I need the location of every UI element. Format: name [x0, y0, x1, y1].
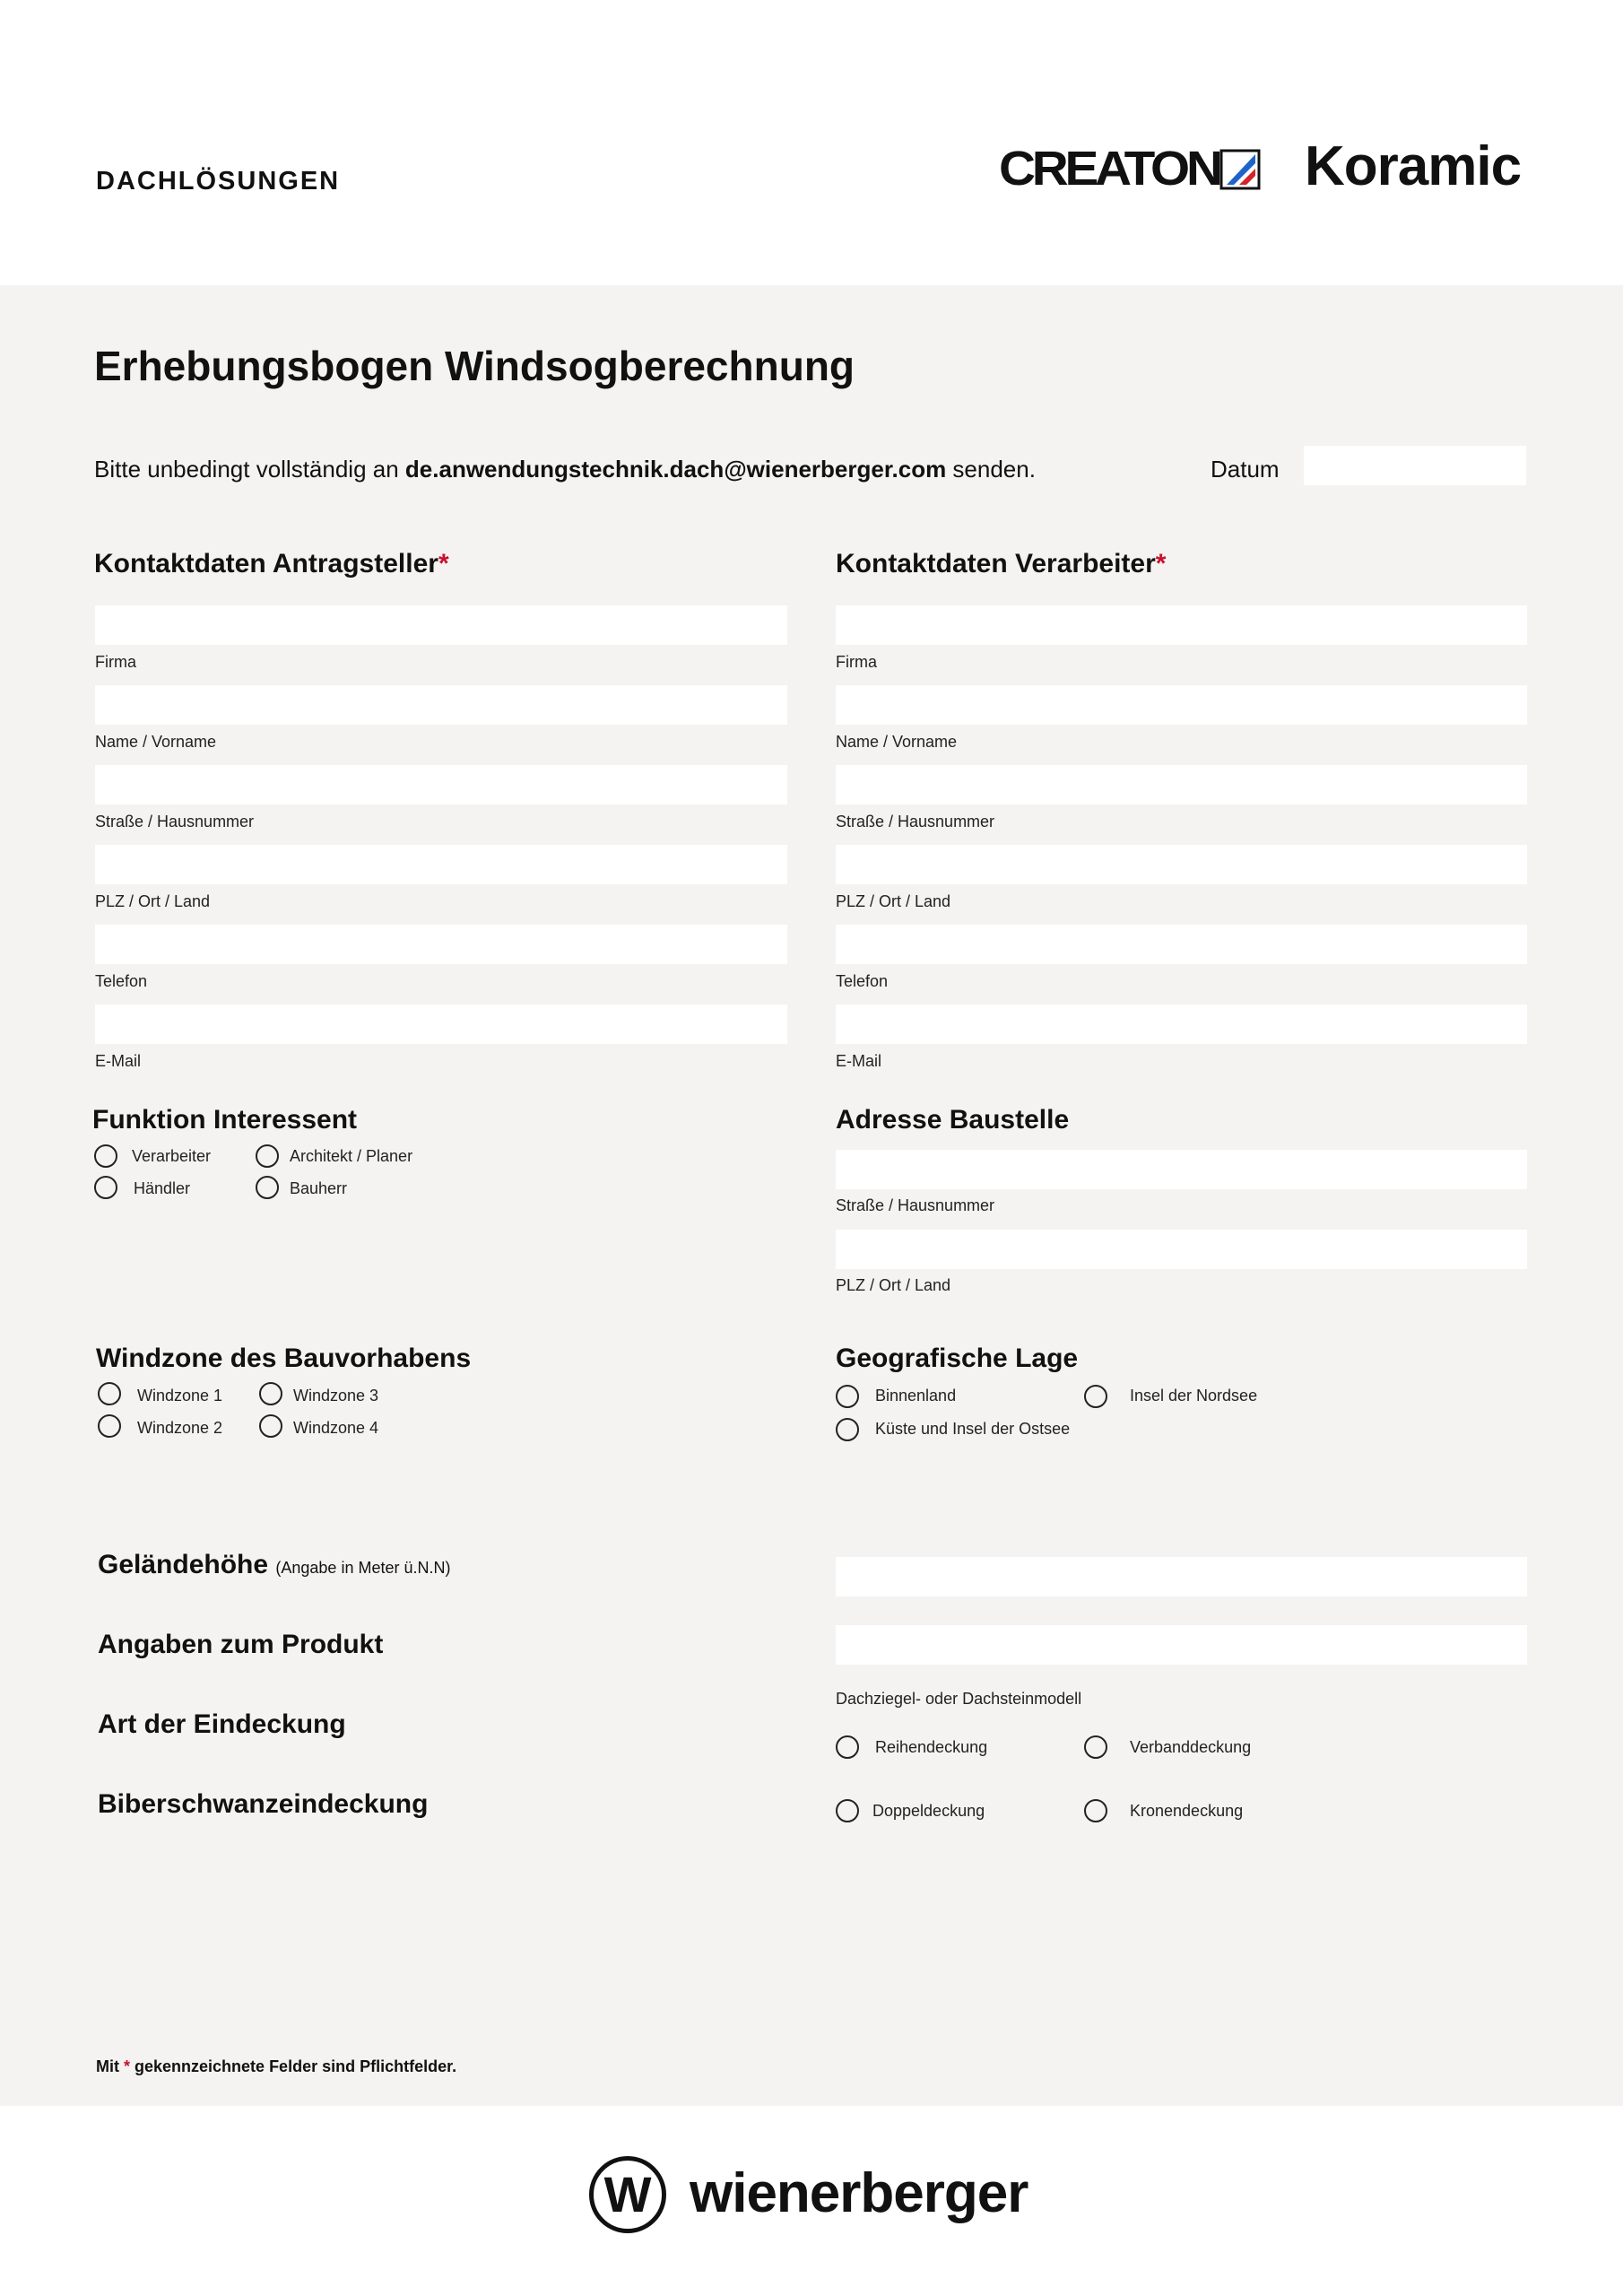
- processor-street-field[interactable]: [836, 765, 1527, 804]
- geo-heading: Geografische Lage: [836, 1344, 1079, 1373]
- applicant-city-label: PLZ / Ort / Land: [95, 892, 211, 910]
- radio-binnenland[interactable]: [836, 1385, 859, 1408]
- footnote-prefix: Mit: [96, 2057, 124, 2075]
- required-mark: *: [1155, 549, 1167, 578]
- creaton-flag-icon: [1219, 149, 1261, 190]
- applicant-email-field[interactable]: [95, 1004, 787, 1044]
- date-label: Datum: [1211, 456, 1280, 483]
- radio-windzone-3-label: Windzone 3: [293, 1387, 379, 1405]
- processor-city-label: PLZ / Ort / Land: [836, 892, 951, 910]
- product-field[interactable]: [836, 1625, 1527, 1665]
- radio-ostsee-label: Küste und Insel der Ostsee: [875, 1420, 1071, 1438]
- radio-verarbeiter[interactable]: [94, 1144, 117, 1168]
- site-city-field[interactable]: [836, 1230, 1527, 1269]
- processor-city-field[interactable]: [836, 845, 1527, 884]
- applicant-city-field[interactable]: [95, 845, 787, 884]
- radio-kronendeckung-label: Kronendeckung: [1130, 1802, 1244, 1820]
- terrain-note: (Angabe in Meter ü.N.N): [275, 1559, 451, 1577]
- radio-doppeldeckung[interactable]: [836, 1799, 859, 1822]
- radio-windzone-3[interactable]: [259, 1382, 282, 1405]
- processor-email-label: E-Mail: [836, 1052, 882, 1070]
- applicant-name-label: Name / Vorname: [95, 733, 217, 751]
- processor-heading-text: Kontaktdaten Verarbeiter: [836, 549, 1156, 578]
- terrain-field[interactable]: [836, 1557, 1527, 1596]
- radio-verbanddeckung[interactable]: [1084, 1735, 1107, 1759]
- applicant-firma-field[interactable]: [95, 605, 787, 645]
- footnote-suffix: gekennzeichnete Felder sind Pflichtfelder.: [130, 2057, 457, 2075]
- site-street-field[interactable]: [836, 1150, 1527, 1189]
- radio-ostsee[interactable]: [836, 1418, 859, 1441]
- date-field[interactable]: [1304, 446, 1526, 485]
- biber-heading: Biberschwanzeindeckung: [98, 1789, 429, 1819]
- page-footer: [0, 2106, 1623, 2296]
- radio-windzone-2-label: Windzone 2: [137, 1419, 223, 1437]
- site-street-label: Straße / Hausnummer: [836, 1196, 995, 1214]
- radio-nordsee-label: Insel der Nordsee: [1130, 1387, 1258, 1405]
- instruction-text: [94, 456, 1036, 483]
- applicant-name-field[interactable]: [95, 685, 787, 725]
- processor-heading: [836, 549, 1166, 579]
- processor-phone-label: Telefon: [836, 972, 889, 990]
- processor-firma-label: Firma: [836, 653, 877, 671]
- processor-name-label: Name / Vorname: [836, 733, 958, 751]
- page-header: [0, 0, 1623, 285]
- radio-bauherr-label: Bauherr: [290, 1179, 348, 1197]
- radio-verarbeiter-label: Verarbeiter: [132, 1147, 212, 1165]
- radio-binnenland-label: Binnenland: [875, 1387, 957, 1405]
- radio-architekt-label: Architekt / Planer: [290, 1147, 413, 1165]
- koramic-logo: Koramic: [1305, 135, 1522, 197]
- page-title: Erhebungsbogen Windsogberechnung: [94, 343, 855, 389]
- processor-email-field[interactable]: [836, 1004, 1527, 1044]
- radio-nordsee[interactable]: [1084, 1385, 1107, 1408]
- windzone-heading: Windzone des Bauvorhabens: [96, 1344, 472, 1373]
- applicant-phone-field[interactable]: [95, 925, 787, 964]
- applicant-street-field[interactable]: [95, 765, 787, 804]
- site-city-label: PLZ / Ort / Land: [836, 1276, 951, 1294]
- radio-kronendeckung[interactable]: [1084, 1799, 1107, 1822]
- applicant-firma-label: Firma: [95, 653, 136, 671]
- radio-haendler-label: Händler: [134, 1179, 191, 1197]
- radio-verbanddeckung-label: Verbanddeckung: [1130, 1738, 1252, 1756]
- applicant-phone-label: Telefon: [95, 972, 148, 990]
- applicant-street-label: Straße / Hausnummer: [95, 813, 255, 831]
- instruction-email[interactable]: de.anwendungstechnik.dach@wienerberger.com: [404, 456, 947, 483]
- required-footnote: [96, 2057, 456, 2076]
- applicant-email-label: E-Mail: [95, 1052, 142, 1070]
- radio-haendler[interactable]: [94, 1176, 117, 1199]
- processor-phone-field[interactable]: [836, 925, 1527, 964]
- footnote-mark: *: [124, 2057, 131, 2075]
- creaton-logo-text: CREATON: [999, 142, 1219, 196]
- creaton-logo: [999, 142, 1219, 196]
- terrain-heading: [98, 1550, 450, 1580]
- radio-bauherr[interactable]: [256, 1176, 279, 1199]
- radio-windzone-2[interactable]: [98, 1414, 121, 1438]
- product-field-label: Dachziegel- oder Dachsteinmodell: [836, 1690, 1082, 1708]
- required-mark: *: [438, 549, 449, 578]
- radio-architekt[interactable]: [256, 1144, 279, 1168]
- function-heading: Funktion Interessent: [92, 1105, 358, 1135]
- instruction-suffix: senden.: [946, 456, 1036, 483]
- processor-firma-field[interactable]: [836, 605, 1527, 645]
- covering-heading: Art der Eindeckung: [98, 1709, 346, 1739]
- site-address-heading: Adresse Baustelle: [836, 1105, 1070, 1135]
- wienerberger-wordmark: wienerberger: [690, 2162, 1028, 2224]
- wienerberger-w-icon: [589, 2156, 666, 2233]
- radio-windzone-1-label: Windzone 1: [137, 1387, 223, 1405]
- radio-doppeldeckung-label: Doppeldeckung: [872, 1802, 985, 1820]
- radio-windzone-4-label: Windzone 4: [293, 1419, 379, 1437]
- radio-reihendeckung[interactable]: [836, 1735, 859, 1759]
- terrain-heading-text: Geländehöhe: [98, 1550, 269, 1579]
- processor-street-label: Straße / Hausnummer: [836, 813, 995, 831]
- wienerberger-w-letter: W: [603, 2166, 652, 2222]
- processor-name-field[interactable]: [836, 685, 1527, 725]
- applicant-heading-text: Kontaktdaten Antragsteller: [94, 549, 438, 578]
- radio-windzone-1[interactable]: [98, 1382, 121, 1405]
- product-heading: Angaben zum Produkt: [98, 1630, 384, 1659]
- applicant-heading: [94, 549, 449, 579]
- radio-reihendeckung-label: Reihendeckung: [875, 1738, 988, 1756]
- section-label: DACHLÖSUNGEN: [96, 167, 341, 196]
- instruction-prefix: Bitte unbedingt vollständig an: [94, 456, 405, 483]
- radio-windzone-4[interactable]: [259, 1414, 282, 1438]
